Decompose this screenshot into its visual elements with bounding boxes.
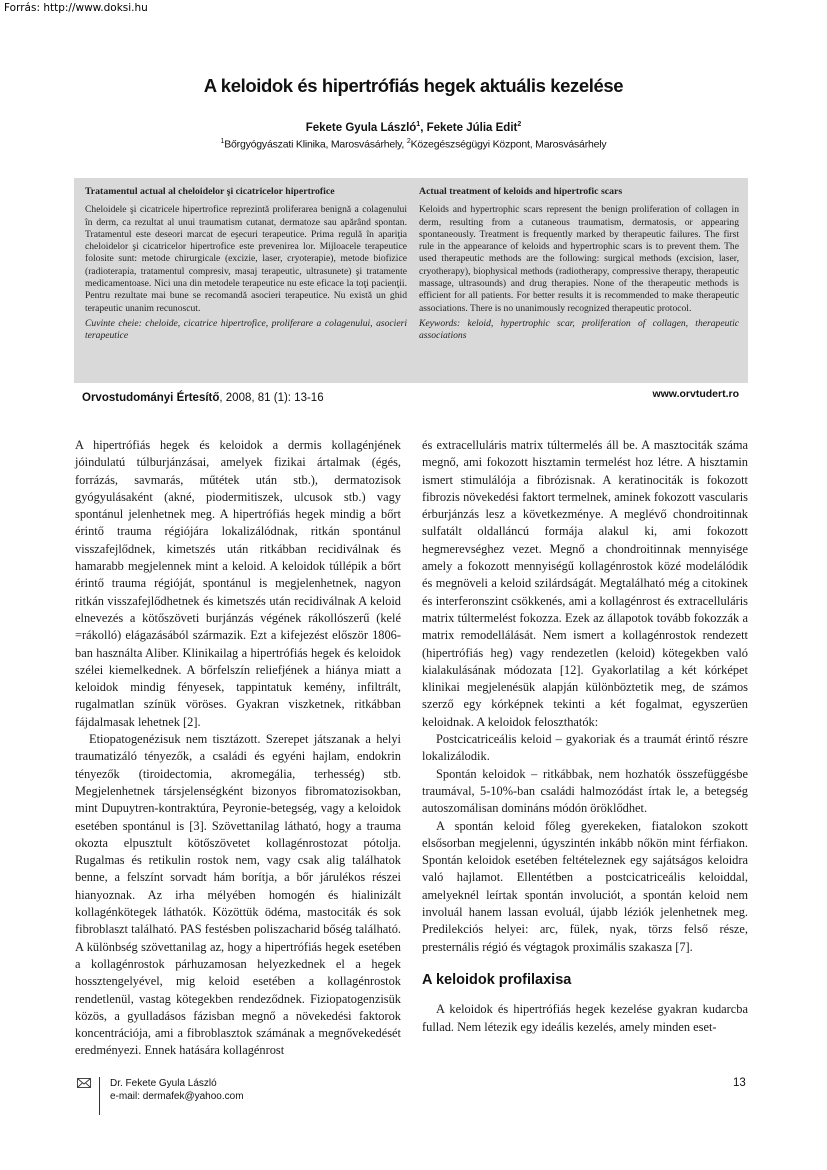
footer-divider	[99, 1077, 100, 1115]
author-2: Fekete Júlia Edit	[426, 121, 518, 134]
abstract-romanian	[85, 186, 407, 343]
paragraph: Spontán keloidok – ritkábbak, nem hozhatók összefüggésbe traumával, 5-10%-ban családi halmozódást írtak le, a betegség autoszomálisan domináns módón öröklődhet.	[422, 766, 748, 816]
abstract-en-heading: Actual treatment of keloids and hipertrofic scars	[419, 186, 623, 197]
page-number: 13	[733, 1077, 746, 1089]
envelope-icon	[77, 1078, 91, 1088]
author-2-sup: 2	[517, 121, 522, 128]
paragraph: A hipertrófiás hegek és keloidok a dermis kollagénjének jóindulatú túlburjánzásai, amelyek fizikai ártalmak (égés, forrázás, savmarás, műtétek után stb.), dermatozisok gyógyulásaként (akné, piodermitiszek, ulcusok stb.) vagy spontánul jelenhetnek meg. A hipertrófiás hegek mindig a bőrt érintő trauma régiójára lokalizálódnak, ritkán spontánul visszafejlődnek, kimetszés után ritkábban recidiválnak és hamarabb megjelennek mint a keloid. A keloidok túllépik a bőrt érintő trauma régióját, spontánul is megjelenhetnek, nagyon ritkán visszafejlődhetnek és kimetszés után recidiválnak A keloid elnevezés a kötőszöveti burjánzás végének rákollószerű (kelé =rákolló) elágazásából származik. Ezt a kifejezést először 1806-ban használta Aliber. Klinikailag a hipertrófiás hegek és keloidok szélei kiemelkednek. A bőrfelszín reliefjének a hiánya miatt a keloidok mindig fényesek, tappintatuk kemény, infiltrált, rugalmatlan színük vöröses. Gyakran viszketnek, ritkábban fájdalmasak lehetnek [2].	[75, 438, 401, 729]
author-separator: ,	[420, 121, 427, 134]
abstract-english	[419, 186, 739, 343]
abstract-en-text: Keloids and hypertrophic scars represent the benign proliferation of collagen in derm, resulting from a cutaneous traumatism, dermatosis, or appearing spontaneously. Treatment is frequently marked by therapeutic failures. The first rule in the appearance of keloids and hypertrophic scars is to prevent them. The used therapeutic methods are the following: surgical methods (excision, laser, cryotherapy), biophysical methods (radiotherapy, compressive therapy, therapeutic massage, ultrasounds) and drug therapies. None of the therapeutic methods is efficient for all patients. For better results it is recommended to make therapeutic associations. There is no unanimously recognized therapeutic protocol.	[419, 204, 739, 314]
body-column-right	[422, 437, 748, 1036]
footer-author: Dr. Fekete Gyula László	[110, 1078, 217, 1089]
paragraph: Postcicatriceális keloid – gyakoriak és a traumát érintő részre lokalizálodik.	[422, 732, 748, 764]
abstract-en-keywords: Keywords: keloid, hypertrophic scar, proliferation of collagen, therapeutic associations	[419, 317, 739, 342]
paragraph: A keloidok és hipertrófiás hegek kezelése gyakran kudarcba fullad. Nem létezik egy ideális kezelés, amely minden eset-	[422, 1002, 748, 1034]
journal-citation	[82, 392, 324, 404]
journal-url[interactable]: www.orvtudert.ro	[652, 388, 739, 400]
authors	[0, 121, 827, 134]
paragraph: Etiopatogenézisuk nem tisztázott. Szerepet játszanak a helyi traumatizáló tényezők, a családi és egyéni hajlam, endokrin tényezők (tiroidectomia, akromegália, terhesség) stb. Megjelenhetnek társjelenségként bizonyos fibromatozisokban, mint Dupuytren-kontraktúra, Peyronie-betegség, vagy a keloidok esetében spontánul is [3]. Szövettanilag látható, hogy a trauma okozta elpusztult kötőszövetet kollagénrostozat pótolja. Rugalmas és retikulin rostok nem, vagy csak alig találhatok benne, a felszínt sorvadt hám borítja, a bőr járulékos részei hianyoznak. Az irha mélyében homogén és hialinizált kollagénkötegek láthatók. Közöttük ödéma, mastociták és sok fibroblaszt található. PAS festésben poliszacharid bőség található. A különbség szövettanilag az, hogy a hipertrófiás hegek esetében a kollagénrostok párhuzamosan helyezkednek el a hegek hossztengelyével, mig keloid esetében a kollagénrostok rendetlenül, vastag kötegekben rendeződnek. Fiziopatogenzisük közös, a gyulladásos fázisban megnő a növekedési faktorok koncentrációja, ami a fibroblasztok számának a megnővekedését eredményezi. Ennek hatására kollagénrost	[75, 732, 401, 1058]
article-title: A keloidok és hipertrófiás hegek aktuális kezelése	[203, 75, 624, 96]
source-note: Forrás: http://www.doksi.hu	[4, 2, 148, 14]
affil-2-sup: 2	[406, 138, 411, 145]
abstract-ro-text: Cheloidele şi cicatricele hipertrofice reprezintă proliferarea benignă a colagenului în derm, ca rezultat al unui traumatism cutanat, dermatoze sau apărând spontan. Tratamentul este deseori marcat de eşecuri terapeutice. Prima regulă în apariţia cheloidelor şi cicatricelor hipertrofice este prevenirea lor. Mijloacele terapeutice folosite sunt: metode chirurgicale (excizie, laser, cryoterapie), metode biofizice (radioterapia, tratamentul compresiv, masaj terapeutic, ultrasunete) şi tratamente medicamentoase. Nici una din metodele terapeutice nu este eficace la toţi pacienţii. Pentru rezultate mai bune se recomandă asocieri terapeutice. Nu există un ghid terapeutic unanim recunoscut.	[85, 204, 407, 314]
journal-details: , 2008, 81 (1): 13-16	[219, 392, 324, 404]
paragraph: A spontán keloid főleg gyerekeken, fiatalokon szokott elsősorban megjelenni, úgyszintén inkább nőkön mint férfiakon. Spontán keloidok esetében feltételeznek egy sajátságos keloidra való hajlamot. Ellentétben a postcicatriceális keloiddal, amelyeknél leírtak spontán involuciót, a spontán keloid nem involuál hanem lassan evoluál, újabb léziók jelenhetnek meg. Predilekciós helyei: arc, fülek, nyak, törzs felső része, presternális régió és végtagok proximális szakasza [7].	[422, 818, 748, 954]
affil-2: Közegészségügyi Központ, Marosvásárhely	[410, 138, 607, 151]
author-1-sup: 1	[416, 121, 421, 128]
affiliations	[0, 138, 827, 151]
abstract-box	[74, 178, 748, 383]
body-column-left	[75, 437, 401, 1060]
author-1: Fekete Gyula László	[305, 121, 417, 134]
affil-1: Bőrgyógyászati Klinika, Marosvásárhely,	[224, 138, 407, 151]
abstract-ro-keywords: Cuvinte cheie: cheloide, cicatrice hipertrofice, proliferare a colagenului, asocieri terapeutice	[85, 317, 407, 342]
section-heading: A keloidok profilaxisa	[422, 971, 572, 988]
footer-email[interactable]: e-mail: dermafek@yahoo.com	[110, 1091, 244, 1102]
abstract-ro-heading: Tratamentul actual al cheloidelor şi cicatricelor hipertrofice	[85, 186, 335, 197]
affil-1-sup: 1	[220, 138, 225, 145]
paragraph: és extracelluláris matrix túltermelés áll be. A masztociták száma megnő, ami fokozott hisztamin termelést hoz létre. A hisztamin ismert stimulálója a fibrózisnak. A keratinociták is fokozott fibrozis növekedési faktort termelnek, aminek fokozott vascularis érburjánzás lesz a következménye. A meglévő chondroitinnak sulfatált oldalláncú formája alakul ki, ami fokozott hegmerevséghez vezet. Megnő a chondroitinnak mennyisége amely a fokozott mennyiségű kollagénrostok közé modelálódik és megnöveli a keloid szilárdságát. Megtalálható még a citokinek és interferonszint csökkenés, ami a kollagénrost és extracelluláris matrix túltermelést fokozza. Ezek az állapotok tovább fokozzák a matrix remodellálását. Nem ismert a kollagénrostok rendezett (hipertrófiás heg) vagy rendezetlen (keloid) kötegekben való kialakulásának módozata [12]. Gyakorlatilag a két kórképet klinikai megjelenésük alapján különböztetik meg, de számos szerző egy kórképnek tekinti a két fogalmat, egyszerüen keloidnak. A keloidok feloszthatók:	[422, 438, 748, 729]
footer-contact	[110, 1077, 244, 1103]
journal-name: Orvostudományi Értesítő	[82, 392, 220, 404]
